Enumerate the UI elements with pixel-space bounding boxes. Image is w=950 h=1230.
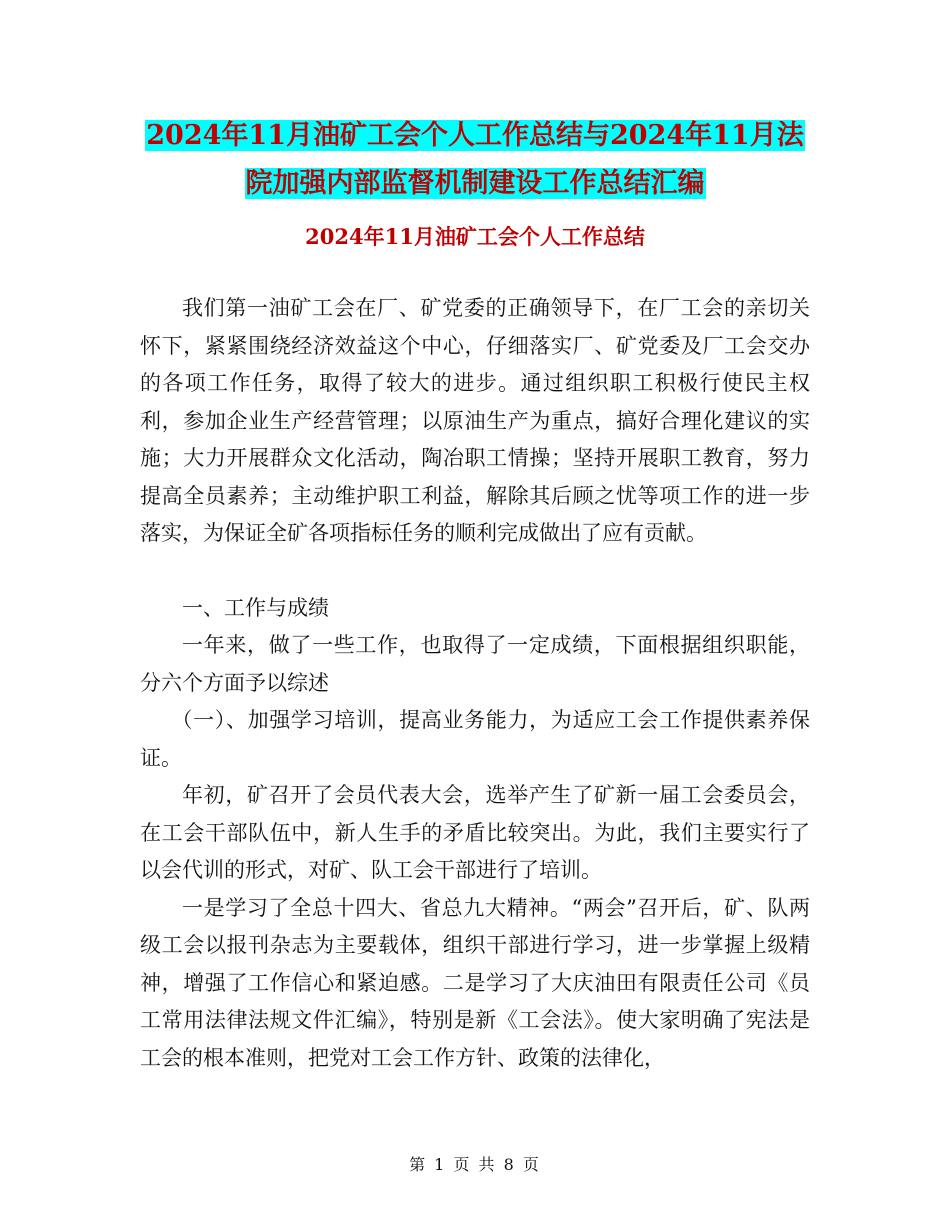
- subheading-study-training: （一）、加强学习培训，提高业务能力，为适应工会工作提供素养保证。: [140, 708, 810, 770]
- paragraph-intro: 我们第一油矿工会在厂、矿党委的正确领导下，在厂工会的亲切关怀下，紧紧围绕经济效益这个中心，仔细落实厂、矿党委及厂工会交办的各项工作任务，取得了较大的进步。通过组织职工积极行使民主权利，参加企业生产经营管理；以原油生产为重点，搞好合理化建议的实施；大力开展群众文化活动，陶冶职工情操；坚持开展职工教育，努力提高全员素养；主动维护职工利益，解除其后顾之忧等项工作的进一步落实，为保证全矿各项指标任务的顺利完成做出了应有贡献。: [140, 296, 810, 545]
- document-title-line2: 院加强内部监督机制建设工作总结汇编: [245, 168, 705, 199]
- paragraph-overview: 一年来，做了一些工作，也取得了一定成绩，下面根据组织职能，分六个方面予以综述: [140, 633, 810, 695]
- heading-work-achievements: 一、工作与成绩: [182, 595, 329, 620]
- paragraph-study-content: 一是学习了全总十四大、省总九大精神。“两会”召开后，矿、队两级工会以报刊杂志为主要载体，组织干部进行学习，进一步掌握上级精神，增强了工作信心和紧迫感。二是学习了大庆油田有限责任公司《员工常用法律法规文件汇编》，特别是新《工会法》。使大家明确了宪法是工会的根本准则，把党对工会工作方针、政策的法律化，: [140, 895, 810, 1070]
- document-body: [140, 290, 810, 1077]
- paragraph-training: 年初，矿召开了会员代表大会，选举产生了矿新一届工会委员会，在工会干部队伍中，新人生手的矛盾比较突出。为此，我们主要实行了以会代训的形式，对矿、队工会干部进行了培训。: [140, 783, 810, 882]
- document-title: [120, 112, 830, 208]
- section-title: 2024年11月油矿工会个人工作总结: [305, 224, 645, 249]
- document-title-line1: 2024年11月油矿工会个人工作总结与2024年11月法: [146, 120, 804, 151]
- page-footer: 第 1 页 共 8 页: [409, 1155, 541, 1174]
